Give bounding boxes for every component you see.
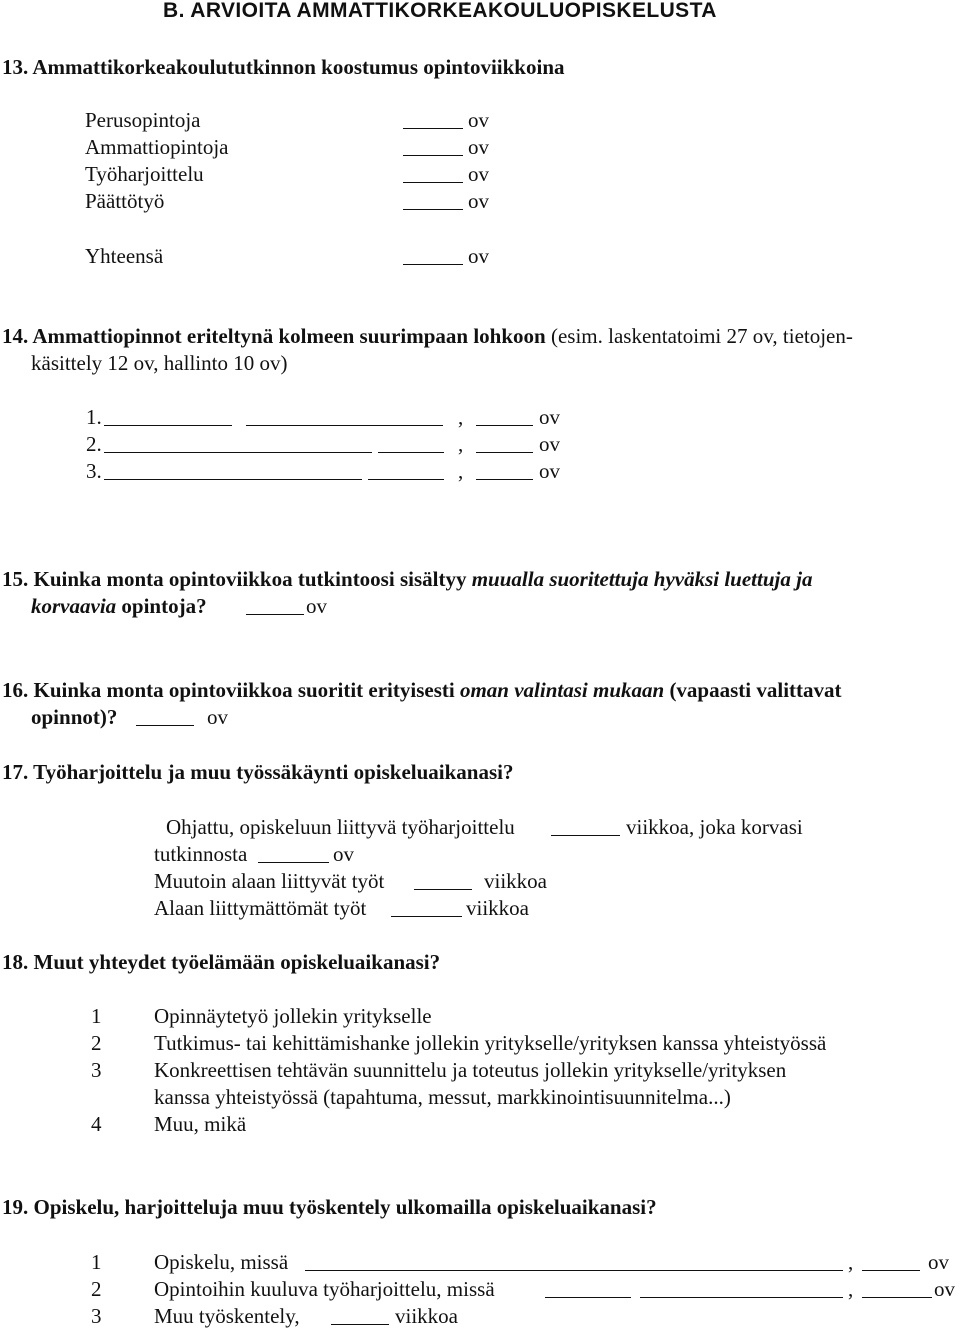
q15-unit: ov <box>306 594 327 618</box>
q16-unit: ov <box>207 705 228 729</box>
q13-field-ammattiopintoja[interactable] <box>403 155 463 156</box>
q17-line3-unit: viikkoa <box>484 869 547 893</box>
q18-option-number[interactable]: 3 <box>91 1058 102 1082</box>
q17-line1-label: Ohjattu, opiskeluun liittyvä työharjoittelu <box>166 815 515 839</box>
q14-item-comma: , <box>458 432 464 456</box>
q13-field-paattotyo[interactable] <box>403 209 463 210</box>
q14-title-line2: käsittely 12 ov, hallinto 10 ov) <box>31 351 288 375</box>
q14-item1-field-b[interactable] <box>246 425 443 426</box>
q19-option-text: Opintoihin kuuluva työharjoittelu, missä <box>154 1277 495 1301</box>
q18-title: 18. Muut yhteydet työelämään opiskeluaikanasi? <box>2 950 441 974</box>
q14-title-rest: (esim. laskentatoimi 27 ov, tietojen- <box>545 324 853 348</box>
q17-line4-unit: viikkoa <box>466 896 529 920</box>
q13-unit: ov <box>468 162 489 186</box>
q15-text: 15. Kuinka monta opintoviikkoa tutkintoosi sisältyy <box>2 567 472 591</box>
q14-item2-field-b[interactable] <box>378 452 444 453</box>
q14-title <box>2 326 853 347</box>
q19-unit: ov <box>928 1250 949 1274</box>
q17-title: 17. Työharjoittelu ja muu työssäkäynti opiskeluaikanasi? <box>2 760 514 784</box>
q16-italic-text: oman valintasi mukaan <box>459 678 665 702</box>
q14-item3-field-a[interactable] <box>104 479 362 480</box>
q19-field-tyoskentely[interactable] <box>331 1324 389 1325</box>
q14-title-bold: 14. Ammattiopinnot eriteltynä kolmeen suurimpaan lohkoon <box>2 324 546 348</box>
q17-line1-suffix: viikkoa, joka korvasi <box>626 815 803 839</box>
q17-field-tutkinnosta[interactable] <box>258 862 329 863</box>
q19-field-harjoittelu-ov[interactable] <box>862 1297 932 1298</box>
q15-italic-text: muualla suoritettuja hyväksi luettuja ja <box>471 567 813 591</box>
q14-item1-field-ov[interactable] <box>476 425 533 426</box>
q17-field-alaan[interactable] <box>391 916 462 917</box>
q17-field-ohjattu[interactable] <box>551 835 620 836</box>
q13-label-perusopintoja: Perusopintoja <box>85 108 201 132</box>
q18-option-number[interactable]: 2 <box>91 1031 102 1055</box>
q18-option-number[interactable]: 4 <box>91 1112 102 1136</box>
q14-item-unit: ov <box>539 405 560 429</box>
q13-unit: ov <box>468 189 489 213</box>
q16-question <box>2 680 842 701</box>
q14-item2-field-a[interactable] <box>104 452 372 453</box>
q18-option-number[interactable]: 1 <box>91 1004 102 1028</box>
q19-comma: , <box>848 1277 854 1301</box>
q18-option-text: Konkreettisen tehtävän suunnittelu ja toteutus jollekin yritykselle/yrityksen <box>154 1058 787 1082</box>
q19-option-number[interactable]: 2 <box>91 1277 102 1301</box>
q14-item2-field-ov[interactable] <box>476 452 533 453</box>
page-header: B. ARVIOITA AMMATTIKORKEAKOULUOPISKELUSTA <box>163 0 717 22</box>
q19-unit: ov <box>934 1277 955 1301</box>
q17-line4-label: Alaan liittymättömät työt <box>154 896 367 920</box>
q14-item-comma: , <box>458 459 464 483</box>
q15-field[interactable] <box>246 614 304 615</box>
q15-text: opintoja? <box>116 594 207 618</box>
q17-line2-label: tutkinnosta <box>154 842 248 866</box>
q14-item3-field-ov[interactable] <box>476 479 533 480</box>
q13-unit: ov <box>468 244 489 268</box>
q16-text: 16. Kuinka monta opintoviikkoa suoritit erityisesti <box>2 678 460 702</box>
q19-field-opiskelu-where[interactable] <box>305 1270 843 1271</box>
q16-field[interactable] <box>136 725 194 726</box>
q14-item1-field-a[interactable] <box>104 425 232 426</box>
q19-option-number[interactable]: 3 <box>91 1304 102 1328</box>
q17-field-muutoin[interactable] <box>414 889 472 890</box>
q18-option-text: Tutkimus- tai kehittämishanke jollekin yritykselle/yrityksen kanssa yhteistyössä <box>154 1031 827 1055</box>
q13-field-perusopintoja[interactable] <box>403 128 463 129</box>
q15-question <box>2 569 812 590</box>
q18-option-text-cont: kanssa yhteistyössä (tapahtuma, messut, markkinointisuunnitelma...) <box>154 1085 731 1109</box>
q16-question-line2: opinnot)? <box>31 705 118 729</box>
q16-text: (vapaasti valittavat <box>664 678 842 702</box>
q17-line3-label: Muutoin alaan liittyvät työt <box>154 869 385 893</box>
q15-italic-text: korvaavia <box>31 594 117 618</box>
q19-comma: , <box>848 1250 854 1274</box>
q19-field-harjoittelu-where-a[interactable] <box>545 1297 631 1298</box>
q19-unit: viikkoa <box>395 1304 458 1328</box>
q14-item-unit: ov <box>539 432 560 456</box>
q19-title: 19. Opiskelu, harjoitteluja muu työskentely ulkomailla opiskeluaikanasi? <box>2 1195 657 1219</box>
q14-item-unit: ov <box>539 459 560 483</box>
q19-field-harjoittelu-where-b[interactable] <box>640 1297 843 1298</box>
q18-option-text: Opinnäytetyö jollekin yritykselle <box>154 1004 432 1028</box>
q14-item-comma: , <box>458 405 464 429</box>
q14-item-number: 1. <box>86 405 102 429</box>
q19-option-text: Opiskelu, missä <box>154 1250 289 1274</box>
q13-unit: ov <box>468 135 489 159</box>
q13-field-total[interactable] <box>403 264 463 265</box>
q13-title: 13. Ammattikorkeakoulututkinnon koostumus opintoviikkoina <box>2 55 565 79</box>
q13-label-paattotyo: Päättötyö <box>85 189 165 213</box>
q17-line2-unit: ov <box>333 842 354 866</box>
q13-label-total: Yhteensä <box>85 244 164 268</box>
q19-option-text: Muu työskentely, <box>154 1304 300 1328</box>
q13-unit: ov <box>468 108 489 132</box>
q19-option-number[interactable]: 1 <box>91 1250 102 1274</box>
q13-field-tyoharjoittelu[interactable] <box>403 182 463 183</box>
q13-label-tyoharjoittelu: Työharjoittelu <box>85 162 204 186</box>
q14-item-number: 3. <box>86 459 102 483</box>
q15-question-line2 <box>31 596 207 617</box>
q14-item-number: 2. <box>86 432 102 456</box>
q18-option-text: Muu, mikä <box>154 1112 247 1136</box>
q14-item3-field-b[interactable] <box>368 479 444 480</box>
q13-label-ammattiopintoja: Ammattiopintoja <box>85 135 229 159</box>
q19-field-opiskelu-ov[interactable] <box>862 1270 920 1271</box>
